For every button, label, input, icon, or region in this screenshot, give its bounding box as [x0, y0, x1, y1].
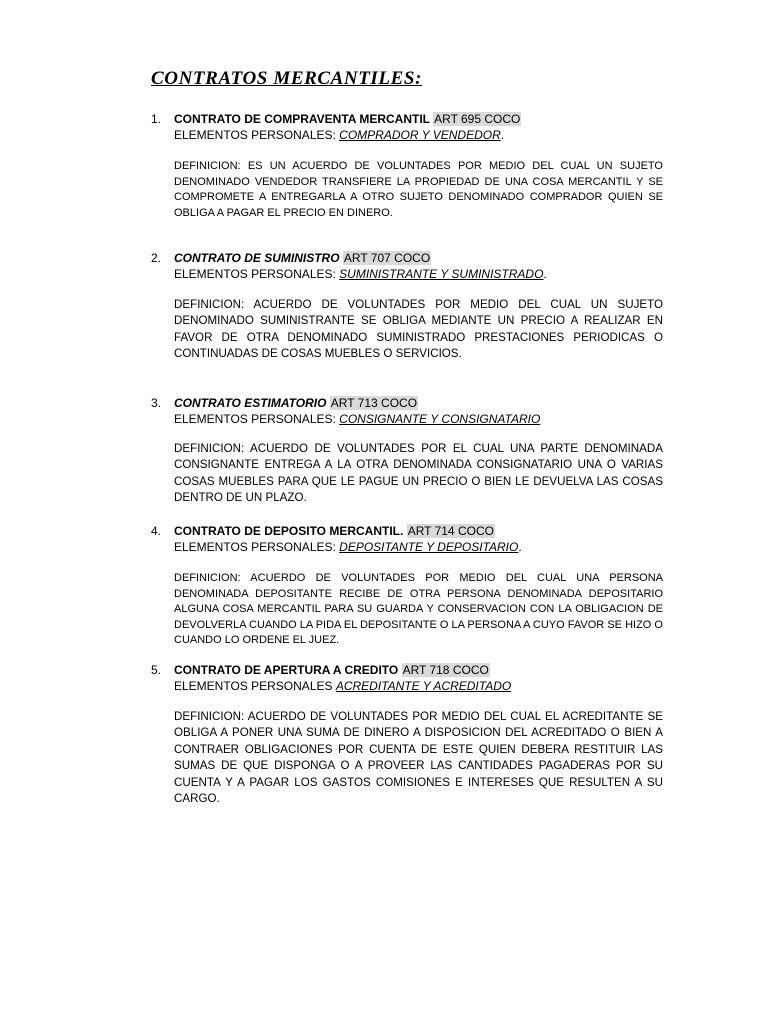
period: . [518, 540, 522, 554]
article-reference: ART 695 COCO [434, 112, 521, 126]
personal-elements-label: ELEMENTOS PERSONALES: [174, 412, 340, 426]
personal-elements-line [151, 127, 663, 143]
period: . [500, 128, 505, 142]
contract-item [151, 111, 663, 221]
personal-elements-value: SUMINISTRANTE Y SUMINISTRADO [339, 267, 544, 281]
article-reference: ART 718 COCO [402, 663, 489, 677]
contract-definition: DEFINICION: ACUERDO DE VOLUNTADES POR EL CUAL UNA PARTE DENOMINADA CONSIGNANTE ENTREGA A LA OTRA DENOMINADA CONSIGNATARIO UNA O VARIAS COSAS MUEBLES PARA QUE LE PAGUE UN PRECIO O BIEN LE DEVUELVA LAS COSAS DENTRO DE UN PLAZO. [174, 442, 663, 505]
contract-definition: DEFINICION: ACUERDO DE VOLUNTADES POR MEDIO DEL CUAL EL ACREDITANTE SE OBLIGA A PONER UNA SUMA DE DINERO A DISPOSICION DEL ACREDITADO O BIEN A CONTRAER OBLIGACIONES POR CUENTA DE ESTE QUIEN DEBERA RESTITUIR LAS SUMAS DE QUE DISPONGA O A PROVEER LAS CANTIDADES PAGADERAS POR SU CUENTA Y A PAGAR LOS GASTOS COMISIONES E INTERESES QUE RESULTEN A SU CARGO. [174, 710, 663, 806]
contract-heading [151, 662, 663, 678]
personal-elements-value: CONSIGNANTE Y CONSIGNATARIO [339, 412, 541, 426]
article-reference: ART 713 COCO [330, 396, 418, 410]
personal-elements-value: COMPRADOR Y VENDEDOR [339, 128, 501, 142]
personal-elements-value: ACREDITANTE Y ACREDITADO [335, 679, 512, 693]
contract-number: 3. [151, 396, 162, 410]
personal-elements-label: ELEMENTOS PERSONALES: [174, 267, 340, 281]
article-reference: ART 707 COCO [343, 251, 431, 265]
contract-name: CONTRATO DE SUMINISTRO [174, 251, 343, 265]
personal-elements-value: DEPOSITANTE Y DEPOSITARIO [339, 540, 519, 554]
period: . [543, 267, 547, 281]
personal-elements-line [151, 539, 663, 555]
contract-heading [151, 250, 663, 266]
contract-heading [151, 523, 663, 539]
contract-name: CONTRATO DE COMPRAVENTA MERCANTIL [174, 112, 434, 126]
document-title: CONTRATOS MERCANTILES: [151, 68, 422, 89]
contract-item [151, 523, 663, 649]
contract-definition: DEFINICION: ACUERDO DE VOLUNTADES POR MEDIO DEL CUAL UNA PERSONA DENOMINADA DEPOSITANTE RECIBE DE OTRA PERSONA DENOMINADA DEPOSITARIO ALGUNA COSA MERCANTIL PARA SU GUARDA Y CONSERVACION CON LA OBLIGACION DE DEVOLVERLA CUANDO LA PIDA EL DEPOSITANTE O LA PERSONA A CUYO FAVOR SE HIZO O CUANDO LO ORDENE EL JUEZ. [174, 572, 663, 647]
personal-elements-label: ELEMENTOS PERSONALES [174, 679, 336, 693]
contract-name: CONTRATO ESTIMATORIO [174, 396, 330, 410]
personal-elements-label: ELEMENTOS PERSONALES: [174, 128, 340, 142]
contract-definition: DEFINICION: ACUERDO DE VOLUNTADES POR MEDIO DEL CUAL UN SUJETO DENOMINADO SUMINISTRANTE SE OBLIGA MEDIANTE UN PRECIO A REALIZAR EN FAVOR DE OTRA DENOMINADO SUMINISTRADO PRESTACIONES PERIODICAS O CONTINUADAS DE COSAS MUEBLES O SERVICIOS. [174, 298, 663, 361]
personal-elements-label: ELEMENTOS PERSONALES: [174, 540, 340, 554]
personal-elements-line [151, 678, 663, 694]
contract-name: CONTRATO DE APERTURA A CREDITO [174, 663, 402, 677]
contract-number: 2. [151, 251, 162, 265]
contract-number: 1. [151, 112, 162, 126]
personal-elements-line [151, 266, 663, 282]
article-reference: ART 714 COCO [407, 524, 494, 538]
contract-item [151, 250, 663, 363]
contract-heading [151, 111, 663, 127]
contract-item [151, 395, 663, 507]
contract-item [151, 662, 663, 807]
contract-name: CONTRATO DE DEPOSITO MERCANTIL. [174, 524, 407, 538]
contract-number: 4. [151, 524, 162, 538]
contract-number: 5. [151, 663, 162, 677]
contract-definition: DEFINICION: ES UN ACUERDO DE VOLUNTADES POR MEDIO DEL CUAL UN SUJETO DENOMINADO VENDEDOR TRANSFIERE LA PROPIEDAD DE UNA COSA MERCANTIL Y SE COMPROMETE A ENTREGARLA A OTRO SUJETO DENOMINADO COMPRADOR QUIEN SE OBLIGA A PAGAR EL PRECIO EN DINERO. [174, 160, 663, 219]
personal-elements-line [151, 411, 663, 427]
contract-heading [151, 395, 663, 411]
